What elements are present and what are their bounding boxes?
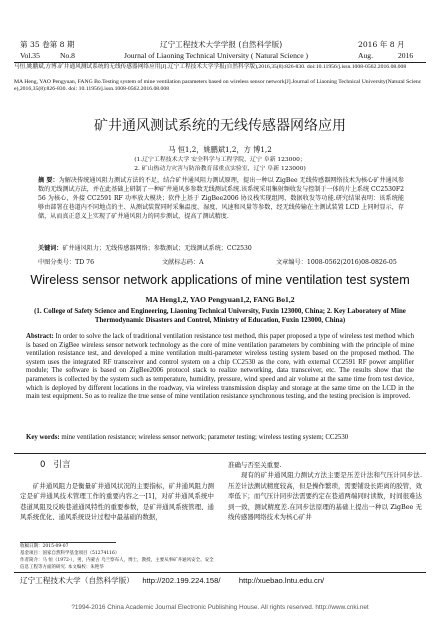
header-issue-cn: 第 35 卷第 8 期 [20, 40, 75, 49]
footer-journal [20, 575, 324, 586]
english-abstract-label: Abstract: [26, 333, 54, 340]
header-year-en: 2016 [398, 51, 414, 60]
left-column [20, 481, 214, 523]
footnote-rule [20, 542, 116, 543]
header-vol-en: Vol.35 [20, 51, 40, 60]
article-number: 文章编号：1008-0562(2016)08-0826-05 [276, 259, 397, 266]
header-date-cn: 2016 年 8 月 [358, 40, 405, 49]
right-column [228, 460, 422, 522]
footer-url-left[interactable]: http://202.199.224.158/ [142, 576, 221, 585]
section-title: 引言 [53, 460, 71, 470]
english-title: Wireless sensor network applications of mine ventilation test system [30, 273, 410, 287]
footnote-received: 收稿日期：2015-09-07 [20, 544, 69, 549]
intro-paragraph-right: 现有的矿井通风阻力测试方法主要是压差计法和气压计同步法.压差计法测试精度较高，但是操作繁琐，需要铺设长距离的胶管，效率低下；而气压计同步法需要约定在巷道两端同时读数，时间很难达到一致，测试精度差.在同步法原理的基础上提出一种以 ZigBee 无线传感器网络技术为核心矿井 [228, 471, 422, 522]
section-number: 0 [40, 460, 46, 470]
body-rule [14, 453, 426, 454]
footer-journal-name: 辽宁工程技术大学（自然科学版） [20, 576, 134, 585]
english-authors: MA Heng1,2, YAO Pengyuan1,2, FANG Bo1,2 [145, 295, 295, 304]
header-journal-en: Journal of Liaoning Technical University ( Natural Science ) [124, 51, 309, 60]
intro-paragraph-right-continued: 准确与否至关重要. [228, 461, 282, 469]
chinese-abstract-text: 为解决传统通风阻力测试方法的不足，结合矿井通风阻力测试原理，提出一种以 ZigBee 无线传感器网络技术为核心矿井通风参数的无线测试方法，并在此基础上研制了一种矿井通风多参数无线测试系统.该系统采用集射频收发与控制于一体的片上系统 CC2530F256 为核心，外接 CC2591 RF 功率放大模块；软件上基于 ZigBee2006 协议栈实现组网、数据收发等功能.研究结果表明：该系统能够由部署在巷道内不同地点的主、从测试装置同时采集温度、湿度、风速和风量等参数，经无线传输在主测试装置 LCD 上同时显示，存储，从而真正意义上实现了矿井通风阻力的同步测试，提高了测试精度. [38, 177, 404, 220]
english-keywords-label: Key words: [26, 434, 60, 441]
footer-url-right[interactable]: http://xuebao.lntu.edu.cn/ [238, 576, 325, 585]
english-keywords-text: mine ventilation resistance; wireless sensor network; parameter testing; wireless testing system; CC2530 [61, 434, 349, 441]
header-journal-cn: 辽宁工程技术大学学报 (自然科学版) [160, 40, 283, 49]
footer-rule [14, 572, 426, 573]
footnote-author: 作者简介：马 恒（1972-），男，内蒙古 乌兰察布人，博士，教授，主要从事矿井通风安全、安全信息工程等方面的研究. 本文编校：朱艳华 [20, 558, 214, 570]
header-rule [14, 62, 426, 63]
chinese-title: 矿井通风测试系统的无线传感器网络应用 [94, 118, 346, 134]
english-abstract [26, 333, 414, 402]
section-heading [40, 458, 71, 470]
header-month-en: Aug. [358, 51, 373, 60]
copyright-notice: ?1994-2016 China Academic Journal Electronic Publishing House. All rights reserved. http://www.cnki.net [71, 604, 369, 611]
footnote-fund: 基金项目：国家自然科学基金项目（51274116） [20, 551, 120, 556]
chinese-keywords-label: 关键词： [38, 245, 63, 252]
english-keywords [26, 434, 414, 442]
chinese-abstract-label: 摘 要： [38, 177, 59, 184]
citation-cn: 马恒,姚鹏斌,方博.矿井通风测试系统的无线传感器网络应用[J].辽宁工程技术大学学报(自然科学版),2016,35(8):826-830. doi:10.11956/j.issn.1008-0562.2016.08.008 [14, 64, 407, 70]
chinese-affiliation-1: (1.辽宁工程技术大学 安全科学与工程学院，辽宁 阜新 123000； [134, 157, 306, 163]
chinese-authors: 马 恒1,2，姚鹏斌1,2，方 博1,2 [168, 145, 272, 154]
english-abstract-text: In order to solve the lack of traditional ventilation resistance test method, this paper proposed a type of wireless test method which is based on ZigBee wireless sensor network technology as the core of mine ventilation parameters by combining with the principle of mine ventilation resistance test, and developed a mine ventilation multi-parameter wireless testing system based on the proposed method. The system uses the integrated RF transceiver and control system on a chip CC2530 as the core, with external CC2591 RF power amplifier module; The software is based on ZigBee2006 protocol stack to realize networking, data transceiver, etc. The results show that the parameters is collected by the system such as temperature, humidity, pressure, wind speed and air volume at the same time from test device, which is deployed by different locations in the roadway, via wireless transmission display and storage at the same time on the LCD in the main test equipment. So as to realize the true sense of mine ventilation resistance synchronous testing, and the testing precision is improved. [26, 333, 414, 401]
document-code: 文献标志码：A [162, 259, 204, 266]
citation-en: MA Heng, YAO Pengyuan, FANG Bo.Testing system of mine ventilation parameters based on wireless sensor network[J].Journal of Liaoning Technical University(Natural Science),2016,35(8):826-830. doi: 10.11956/j.issn.1008-0562.2016.08.008 [14, 79, 422, 92]
header-no-en: No.8 [60, 51, 75, 60]
intro-paragraph-left: 矿井通风阻力是衡量矿井通风状况的主要指标，矿井通风阻力测定是矿井通风技术管理工作的重要内容之一[1]，对矿井通风系统中巷道风阻及反映巷道通风特性的重要参数，是矿井通风系统管理、通风系统优化、通风系统设计过程中最基础的数据， [20, 482, 214, 522]
chinese-abstract [38, 177, 404, 222]
english-affiliation: (1. College of Safety Science and Engineering, Liaoning Technical University, Fuxin 123000, China; 2. Key Laboratory of Mine Thermodynamic Disasters and Control, Ministry of Education, Fuxin 123000, China) [34, 308, 406, 324]
chinese-affiliation-2: 2. 矿山热动力灾害与防治教育部重点实验室，辽宁 阜新 123000) [134, 166, 306, 172]
clc-number: 中图分类号：TD 76 [38, 259, 95, 266]
chinese-keywords-text: 矿井通风阻力；无线传感器网络；参数测试；无线测试系统；CC2530 [62, 245, 252, 252]
chinese-keywords [38, 245, 404, 254]
